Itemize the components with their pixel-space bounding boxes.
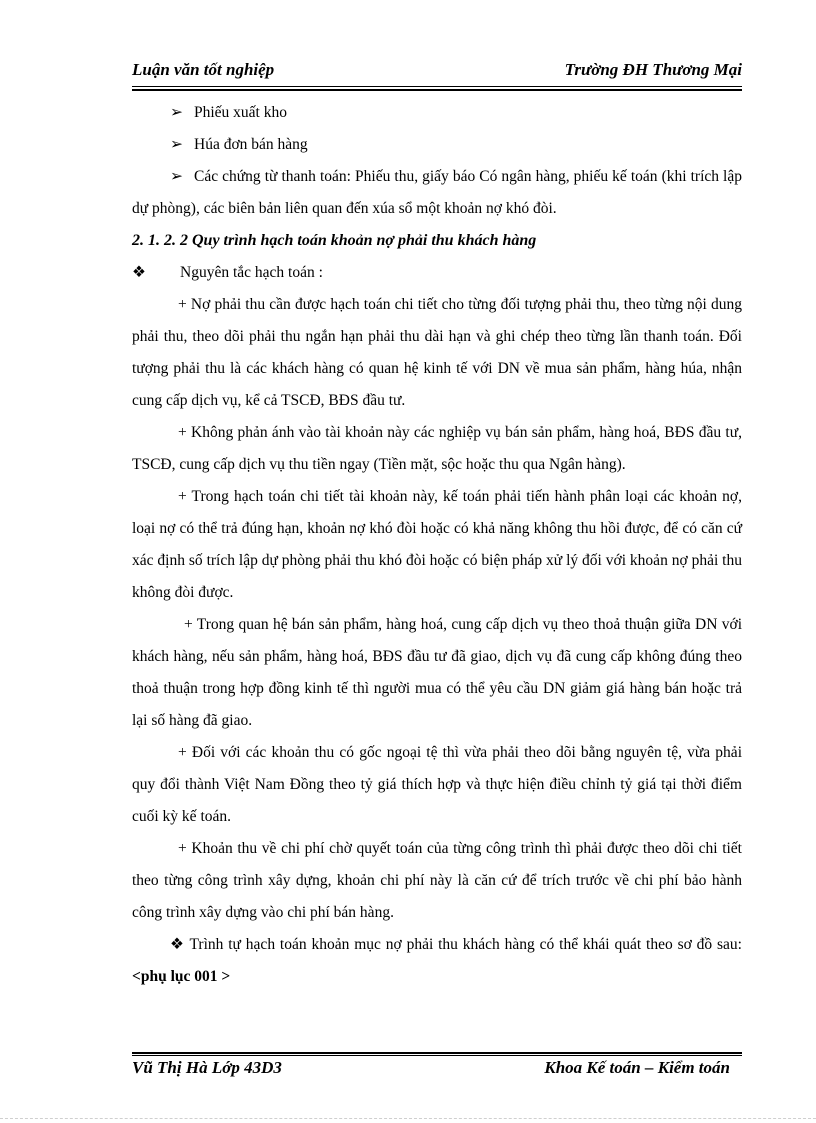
list-item: ➢ Phiếu xuất kho xyxy=(132,97,742,129)
footer-author: Vũ Thị Hà Lớp 43D3 xyxy=(132,1058,282,1077)
paragraph: + Trong hạch toán chi tiết tài khoản này, kế toán phải tiến hành phân loại các khoản nợ, loại nợ có thể trả đúng hạn, khoản nợ khó đòi hoặc có khả năng không thu hồi được, để có căn cứ xác định số trích lập dự phòng phải thu khó đòi hoặc có biện pháp xử lý đối với khoản nợ phải thu không đòi được. xyxy=(132,488,742,601)
document-body xyxy=(132,97,742,993)
page-header xyxy=(132,58,742,84)
sequence-paragraph: ❖ Trình tự hạch toán khoản mục nợ phải thu khách hàng có thể khái quát theo sơ đồ sau: <phụ lục 001 > xyxy=(132,936,742,985)
arrow-bullet-icon: ➢ xyxy=(170,136,183,153)
diamond-bullet-icon: ❖ xyxy=(170,936,185,953)
footer-department: Khoa Kế toán – Kiểm toán xyxy=(544,1058,730,1077)
list-item: ➢ Các chứng từ thanh toán: Phiếu thu, giấy báo Có ngân hàng, phiếu kế toán (khi trích lập dự phòng), các biên bản liên quan đến xúa sổ một khoản nợ khó đòi. xyxy=(132,161,742,225)
appendix-reference: <phụ lục 001 > xyxy=(132,968,231,985)
header-rule xyxy=(132,86,742,91)
paragraph: + Trong quan hệ bán sản phẩm, hàng hoá, cung cấp dịch vụ theo thoả thuận giữa DN với khách hàng, nếu sản phẩm, hàng hoá, BĐS đầu tư đã giao, dịch vụ đã cung cấp không đúng theo thoả thuận trong hợp đồng kinh tế thì người mua có thể yêu cầu DN giảm giá hàng bán hoặc trả lại số hàng đã giao. xyxy=(132,616,742,729)
paragraph: + Không phản ánh vào tài khoản này các nghiệp vụ bán sản phẩm, hàng hoá, BĐS đầu tư, TSCĐ, cung cấp dịch vụ thu tiền ngay (Tiền mặt, sộc hoặc thu qua Ngân hàng). xyxy=(132,424,742,473)
header-university: Trường ĐH Thương Mại xyxy=(564,60,742,79)
arrow-bullet-icon: ➢ xyxy=(170,168,183,185)
paragraph: + Đối với các khoản thu có gốc ngoại tệ thì vừa phải theo dõi bằng nguyên tệ, vừa phải quy đổi thành Việt Nam Đồng theo tỷ giá thích hợp và thực hiện điều chỉnh tỷ giá tại thời điểm cuối kỳ kế toán. xyxy=(132,744,742,825)
section-heading: 2. 1. 2. 2 Quy trình hạch toán khoản nợ phải thu khách hàng xyxy=(132,232,537,249)
principle-label-line: ❖ Nguyên tắc hạch toán : xyxy=(132,257,742,289)
paragraph: + Khoản thu về chi phí chờ quyết toán của từng công trình thì phải được theo dõi chi tiết theo từng công trình xây dựng, khoản chi phí này là căn cứ để trích trước về chi phí bảo hành công trình xây dựng vào chi phí bán hàng. xyxy=(132,840,742,921)
paragraph: + Nợ phải thu cần được hạch toán chi tiết cho từng đối tượng phải thu, theo từng nội dung phải thu, theo dõi phải thu ngắn hạn phải thu dài hạn và ghi chép theo từng lần thanh toán. Đối tượng phải thu là các khách hàng có quan hệ kinh tế với DN về mua sản phẩm, hàng húa, nhận cung cấp dịch vụ, kể cả TSCĐ, BĐS đầu tư. xyxy=(132,296,742,409)
diamond-bullet-icon: ❖ xyxy=(132,264,146,281)
arrow-bullet-icon: ➢ xyxy=(170,104,183,121)
header-thesis-title: Luận văn tốt nghiệp xyxy=(132,60,275,79)
list-item: ➢ Húa đơn bán hàng xyxy=(132,129,742,161)
page-break-line xyxy=(0,1118,816,1119)
footer-rule xyxy=(132,1052,742,1056)
